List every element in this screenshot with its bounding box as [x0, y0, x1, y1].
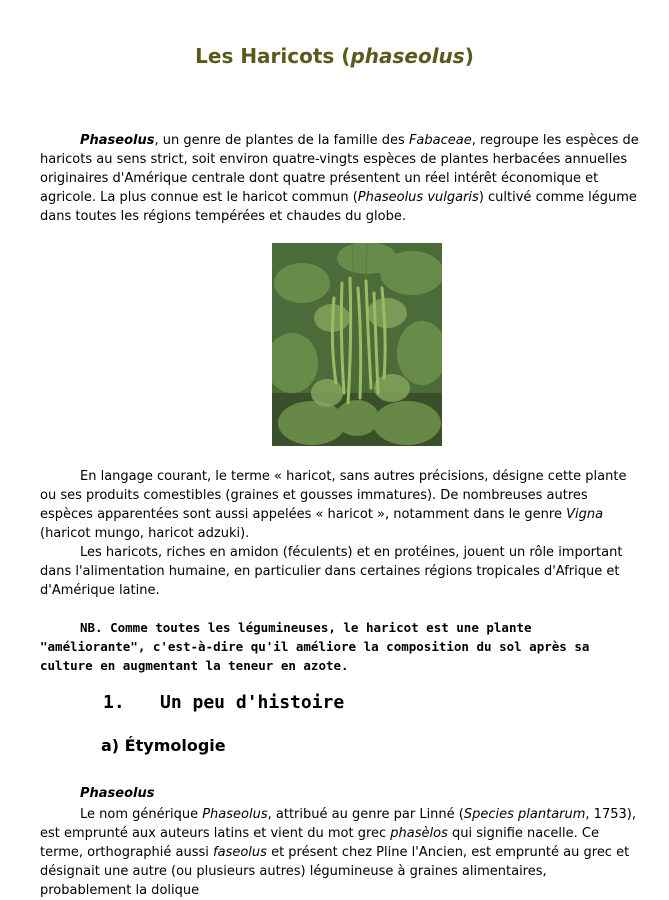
intro-paragraph	[40, 131, 640, 226]
text-run: NB. Comme toutes les légumineuses, le haricot est une plante "améliorante", c'est-à-dire qu'il améliore la composition du sol après sa culture en augmentant la teneur en azote.	[40, 620, 590, 673]
title-prefix: Les Haricots (	[195, 44, 351, 68]
text-run: , 1753), est emprunté aux auteurs latins et vient du mot grec	[40, 807, 636, 841]
section-number: 1.	[103, 692, 125, 713]
page-title	[0, 44, 669, 68]
subsection-heading-a: a) Étymologie	[101, 736, 226, 755]
text-run: (haricot mungo, haricot adzuki).	[40, 526, 250, 541]
section-title: Un peu d'histoire	[160, 692, 345, 713]
latin-term: Fabaceae	[408, 133, 472, 148]
riches-paragraph	[40, 543, 640, 600]
latin-term: phasèlos	[390, 826, 448, 841]
text-run: , regroupe les espèces de haricots au sens strict, soit environ quatre-vingts espèces de plantes herbacées annuelles originaires d'Amérique centrale dont quatre présentent un réel intérêt économique et agricole. La plus connue est le haricot commun (	[40, 133, 639, 205]
bean-plant-photo	[272, 243, 442, 446]
text-run: , un genre de plantes de la famille des	[154, 133, 409, 148]
latin-term: Phaseolus	[202, 807, 268, 822]
latin-term: Vigna	[566, 507, 604, 522]
etym-subheading: Phaseolus	[80, 786, 155, 801]
title-latin-name: phaseolus	[350, 44, 465, 68]
section-heading-1	[103, 692, 344, 713]
text-run: ) cultivé comme légume dans toutes les régions tempérées et chaudes du globe.	[40, 190, 637, 224]
text-run: et présent chez Pline l'Ancien, est emprunté au grec et désignait une autre (ou plusieurs autres) légumineuse à graines alimentaires, probablement la dolique	[40, 845, 630, 898]
text-run: En langage courant, le terme « haricot, sans autres précisions, désigne cette plante ou ses produits comestibles (graines et gousses immatures). De nombreuses autres espèces apparentées sont aussi appelées « haricot », notamment dans le genre	[40, 469, 627, 522]
latin-term: faseolus	[213, 845, 267, 860]
langage-paragraph	[40, 467, 640, 543]
text-run: , attribué au genre par Linné (	[267, 807, 464, 822]
latin-term: Phaseolus	[80, 133, 155, 148]
title-suffix: )	[464, 44, 474, 68]
text-run: Les haricots, riches en amidon (féculents) et en protéines, jouent un rôle important dans l'alimentation humaine, en particulier dans certaines régions tropicales d'Afrique et d'Amérique latine.	[40, 545, 623, 598]
nb-note	[40, 618, 640, 675]
bean-plant-illustration	[272, 243, 442, 446]
latin-term: Phaseolus vulgaris	[357, 190, 479, 205]
text-run: qui signifie nacelle. Ce terme, orthographié aussi	[40, 826, 599, 860]
text-run: Le nom générique	[80, 807, 203, 822]
latin-term: Species plantarum	[463, 807, 586, 822]
